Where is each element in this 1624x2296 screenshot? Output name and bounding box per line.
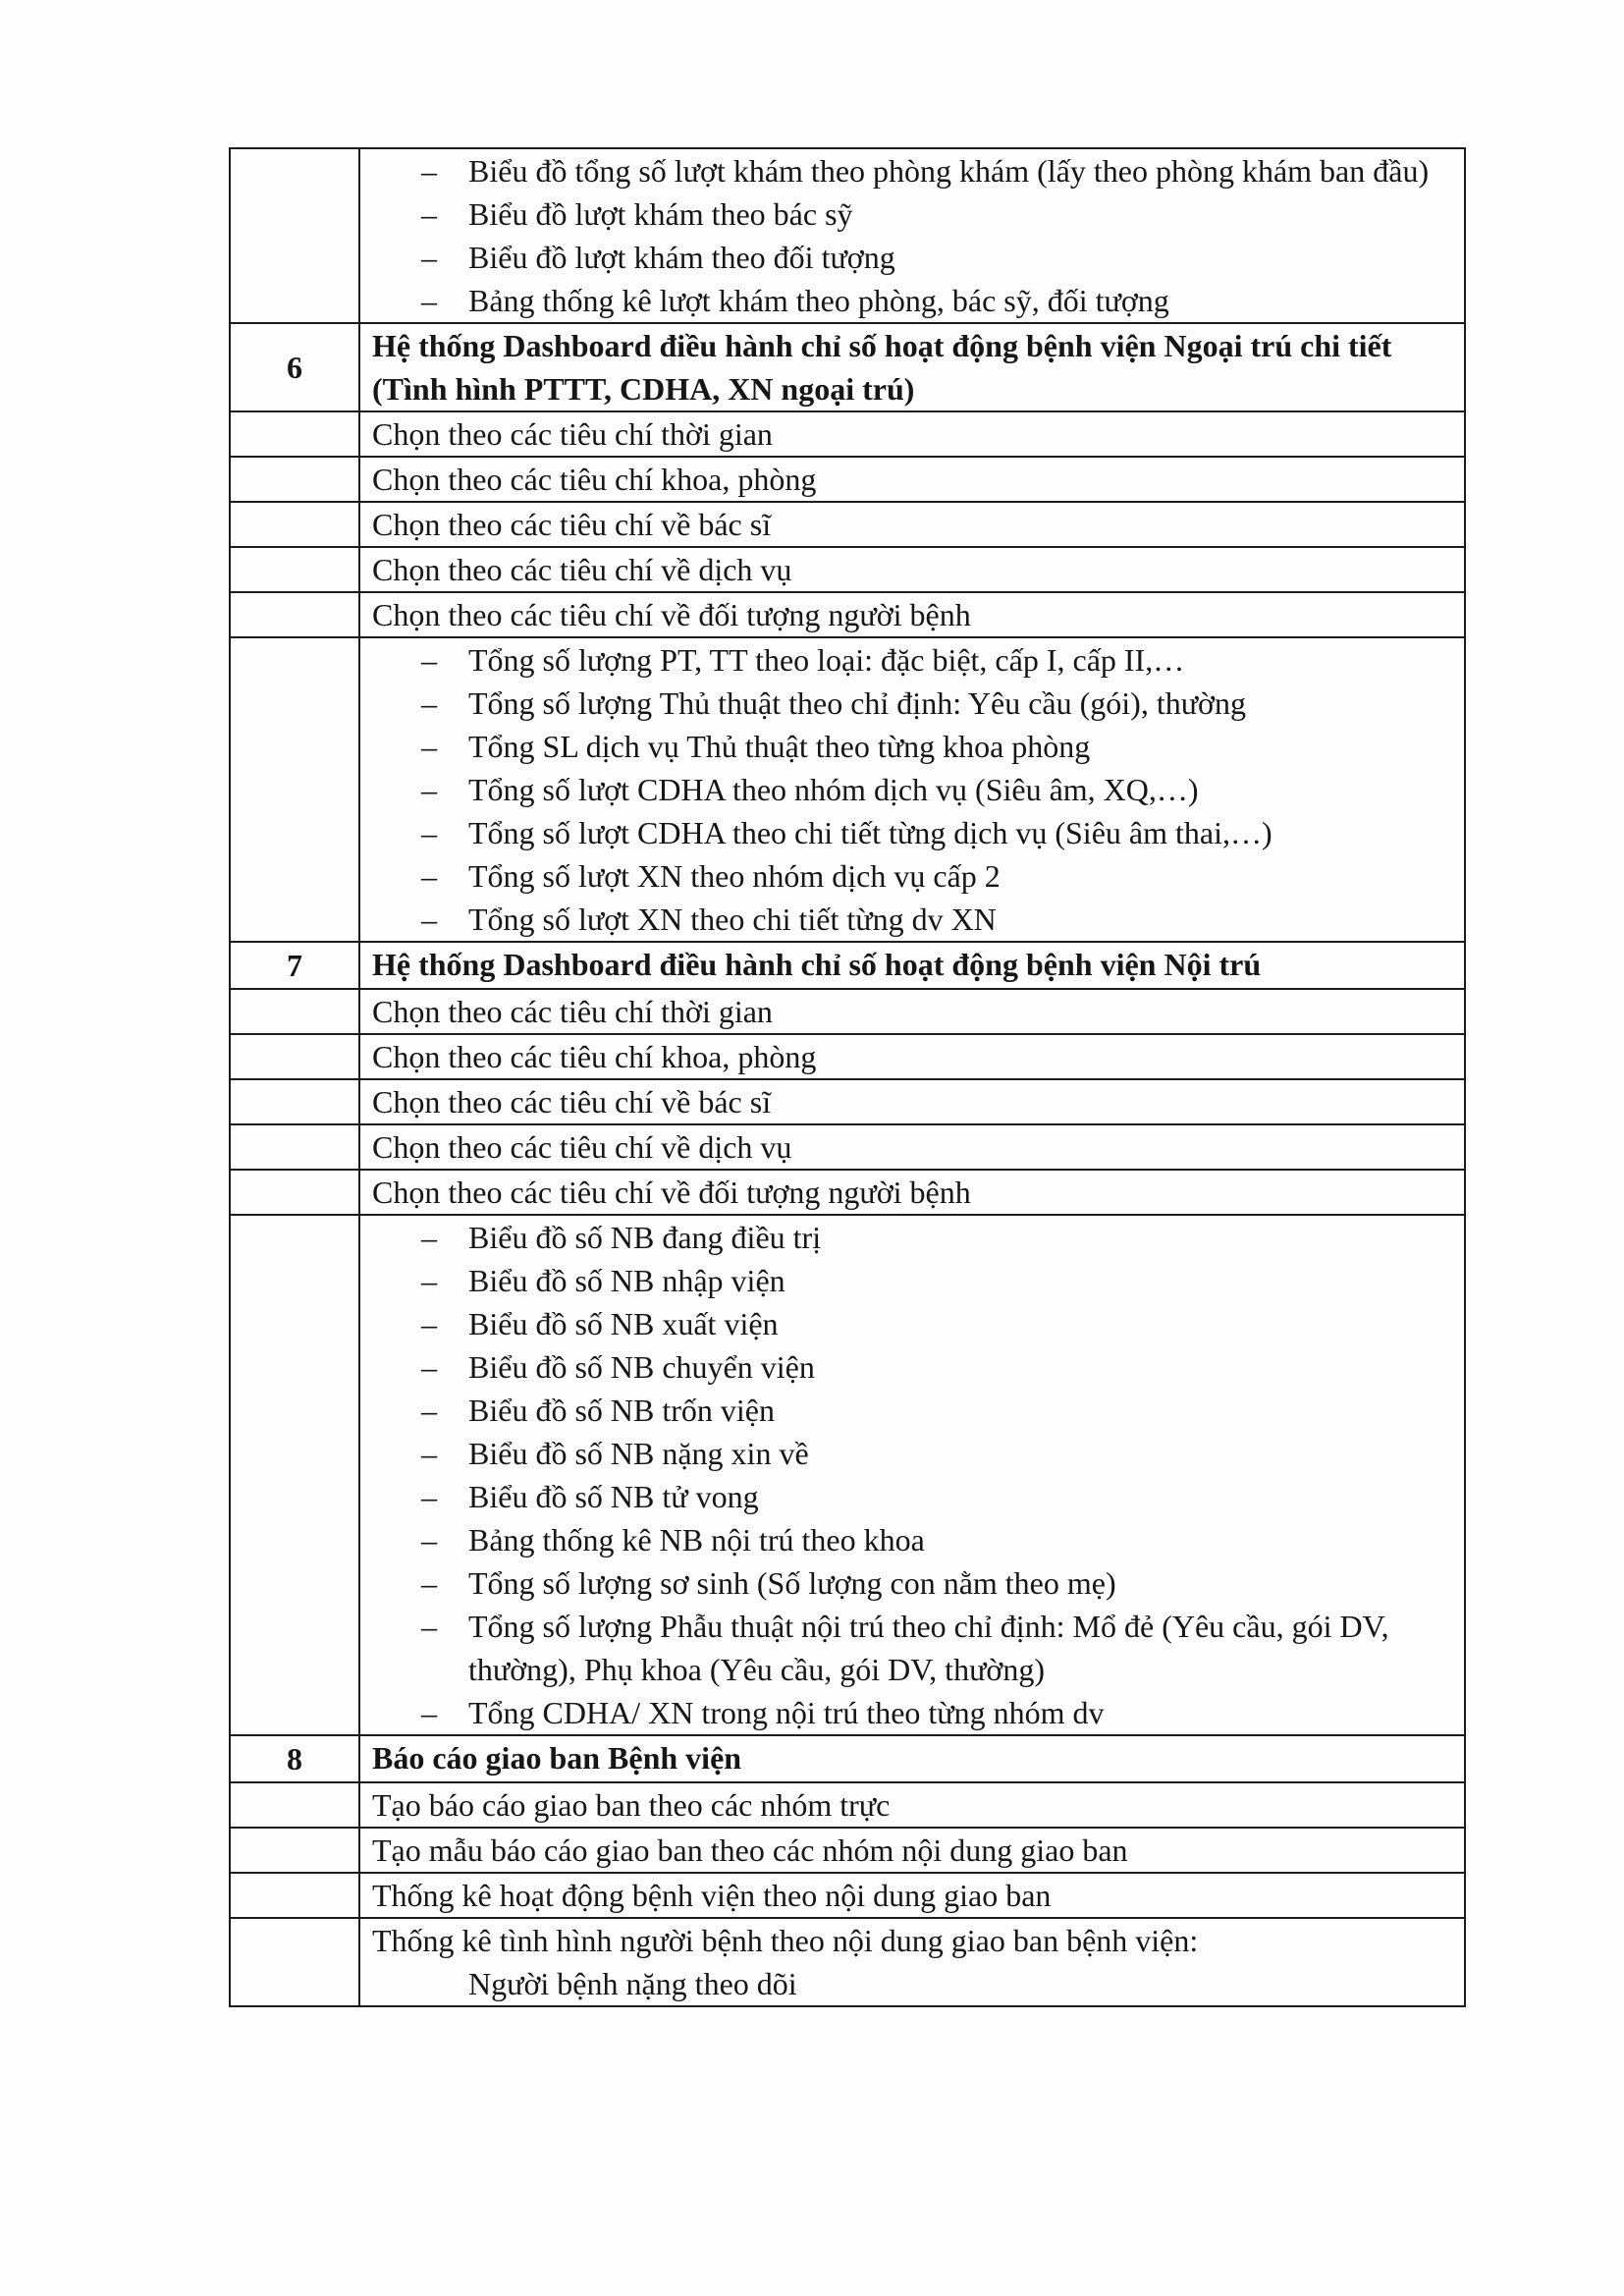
number-cell-empty <box>230 1782 359 1828</box>
list-item <box>372 768 1450 811</box>
dash-bullet: – <box>421 1436 437 1471</box>
list-item <box>372 236 1450 279</box>
table-row <box>230 547 1465 592</box>
list-item-text: Biểu đồ tổng số lượt khám theo phòng khám (lấy theo phòng khám ban đầu) <box>468 153 1430 189</box>
table-row <box>230 637 1465 942</box>
list-item-text: Bảng thống kê NB nội trú theo khoa <box>468 1522 925 1558</box>
section-number: 6 <box>230 323 359 411</box>
list-item <box>372 1432 1450 1475</box>
list-item <box>372 811 1450 854</box>
dash-bullet: – <box>421 1522 437 1558</box>
requirements-table <box>229 147 1466 2007</box>
table-row <box>230 1170 1465 1215</box>
list-item <box>372 1259 1450 1302</box>
dash-bullet: – <box>421 1263 437 1298</box>
list-item-text: Bảng thống kê lượt khám theo phòng, bác sỹ, đối tượng <box>468 283 1169 318</box>
list-item <box>372 1389 1450 1432</box>
criteria-cell: Chọn theo các tiêu chí thời gian <box>359 989 1465 1034</box>
list-item-text: Tổng SL dịch vụ Thủ thuật theo từng khoa phòng <box>468 729 1091 764</box>
list-item-text: Tổng số lượt CDHA theo chi tiết từng dịch vụ (Siêu âm thai,…) <box>468 815 1272 850</box>
number-cell-empty <box>230 637 359 942</box>
section-title: Hệ thống Dashboard điều hành chỉ số hoạt động bệnh viện Nội trú <box>359 942 1465 989</box>
table-row <box>230 1079 1465 1124</box>
list-item <box>372 898 1450 941</box>
dash-bullet: – <box>421 196 437 232</box>
criteria-cell: Thống kê hoạt động bệnh viện theo nội dung giao ban <box>359 1873 1465 1918</box>
table-row <box>230 592 1465 637</box>
list-item <box>372 1216 1450 1259</box>
list-item-text: Biểu đồ lượt khám theo đối tượng <box>468 240 895 275</box>
table-row <box>230 1735 1465 1782</box>
dash-bullet: – <box>421 240 437 275</box>
list-item-text: Biểu đồ số NB trốn viện <box>468 1393 775 1428</box>
list-item <box>372 854 1450 898</box>
list-item <box>372 1605 1450 1691</box>
criteria-cell: Chọn theo các tiêu chí về bác sĩ <box>359 1079 1465 1124</box>
table-row <box>230 457 1465 502</box>
list-item-text: Tổng số lượt XN theo chi tiết từng dv XN <box>468 902 997 937</box>
list-item <box>372 192 1450 236</box>
summary-text: Thống kê tình hình người bệnh theo nội dung giao ban bệnh viện: <box>372 1923 1199 1958</box>
items-cell <box>359 1215 1465 1735</box>
table-row <box>230 1124 1465 1170</box>
list-item-text: Biểu đồ số NB nặng xin về <box>468 1436 809 1471</box>
list-item <box>372 725 1450 768</box>
dash-bullet: – <box>421 815 437 850</box>
section-title: Hệ thống Dashboard điều hành chỉ số hoạt động bệnh viện Ngoại trú chi tiết (Tình hình PTTT, CDHA, XN ngoại trú) <box>359 323 1465 411</box>
number-cell-empty <box>230 1215 359 1735</box>
table-row <box>230 411 1465 457</box>
list-item-text: Biểu đồ số NB nhập viện <box>468 1263 785 1298</box>
number-cell-empty <box>230 547 359 592</box>
criteria-cell: Chọn theo các tiêu chí khoa, phòng <box>359 457 1465 502</box>
criteria-cell: Chọn theo các tiêu chí về dịch vụ <box>359 1124 1465 1170</box>
dash-bullet: – <box>421 685 437 721</box>
dash-bullet: – <box>421 1479 437 1514</box>
table-row <box>230 148 1465 323</box>
number-cell-empty <box>230 989 359 1034</box>
dash-bullet: – <box>421 1609 437 1644</box>
summary-cell <box>359 1918 1465 2006</box>
dash-bullet: – <box>421 1220 437 1255</box>
criteria-cell: Chọn theo các tiêu chí khoa, phòng <box>359 1034 1465 1079</box>
dash-bullet: – <box>421 1565 437 1601</box>
number-cell-empty <box>230 411 359 457</box>
number-cell-empty <box>230 1918 359 2006</box>
dash-bullet: – <box>421 1393 437 1428</box>
number-cell-empty <box>230 148 359 323</box>
section-title: Báo cáo giao ban Bệnh viện <box>359 1735 1465 1782</box>
table-row <box>230 1828 1465 1873</box>
number-cell-empty <box>230 1124 359 1170</box>
list-item-text: Biểu đồ số NB đang điều trị <box>468 1220 822 1255</box>
number-cell-empty <box>230 457 359 502</box>
list-item-text: Tổng số lượt XN theo nhóm dịch vụ cấp 2 <box>468 858 1001 894</box>
list-item <box>372 279 1450 322</box>
number-cell-empty <box>230 1873 359 1918</box>
criteria-cell: Chọn theo các tiêu chí thời gian <box>359 411 1465 457</box>
bullet-list <box>372 149 1450 322</box>
dash-bullet: – <box>421 1306 437 1341</box>
dash-bullet: – <box>421 729 437 764</box>
list-item <box>372 1691 1450 1734</box>
list-item-text: Biểu đồ lượt khám theo bác sỹ <box>468 196 853 232</box>
list-item <box>372 638 1450 682</box>
dash-bullet: – <box>421 642 437 678</box>
table-row <box>230 502 1465 547</box>
table-row <box>230 1918 1465 2006</box>
list-item <box>372 1561 1450 1605</box>
number-cell-empty <box>230 592 359 637</box>
dash-bullet: – <box>421 1349 437 1385</box>
number-cell-empty <box>230 1170 359 1215</box>
list-item <box>372 1518 1450 1561</box>
list-item-text: Biểu đồ số NB chuyển viện <box>468 1349 815 1385</box>
table-row <box>230 1215 1465 1735</box>
table-row <box>230 1034 1465 1079</box>
list-item-text: Tổng số lượng Thủ thuật theo chỉ định: Yêu cầu (gói), thường <box>468 685 1246 721</box>
dash-bullet: – <box>421 283 437 318</box>
section-number: 8 <box>230 1735 359 1782</box>
table-row <box>230 942 1465 989</box>
dash-bullet: – <box>421 772 437 807</box>
list-item-text: Tổng số lượng sơ sinh (Số lượng con nằm theo mẹ) <box>468 1565 1116 1601</box>
criteria-cell: Chọn theo các tiêu chí về bác sĩ <box>359 502 1465 547</box>
number-cell-empty <box>230 1828 359 1873</box>
dash-bullet: – <box>421 902 437 937</box>
dash-bullet: – <box>421 153 437 189</box>
table-row <box>230 989 1465 1034</box>
criteria-cell: Tạo báo cáo giao ban theo các nhóm trực <box>359 1782 1465 1828</box>
table-row <box>230 1873 1465 1918</box>
list-item <box>372 149 1450 192</box>
list-item-text: Biểu đồ số NB xuất viện <box>468 1306 779 1341</box>
list-item-text: Tổng số lượt CDHA theo nhóm dịch vụ (Siêu âm, XQ,…) <box>468 772 1199 807</box>
number-cell-empty <box>230 1079 359 1124</box>
dash-bullet: – <box>421 1695 437 1730</box>
criteria-cell: Chọn theo các tiêu chí về đối tượng người bệnh <box>359 592 1465 637</box>
list-item-text: Tổng số lượng PT, TT theo loại: đặc biệt, cấp I, cấp II,… <box>468 642 1185 678</box>
criteria-cell: Chọn theo các tiêu chí về dịch vụ <box>359 547 1465 592</box>
dash-bullet: – <box>421 858 437 894</box>
list-item <box>372 1475 1450 1518</box>
content-cell <box>359 148 1465 323</box>
table-row <box>230 323 1465 411</box>
bullet-list <box>372 1216 1450 1734</box>
list-item <box>372 1302 1450 1345</box>
criteria-cell: Chọn theo các tiêu chí về đối tượng người bệnh <box>359 1170 1465 1215</box>
criteria-cell: Tạo mẫu báo cáo giao ban theo các nhóm nội dung giao ban <box>359 1828 1465 1873</box>
number-cell-empty <box>230 502 359 547</box>
number-cell-empty <box>230 1034 359 1079</box>
section-number: 7 <box>230 942 359 989</box>
list-item-text: Tổng số lượng Phẫu thuật nội trú theo chỉ định: Mổ đẻ (Yêu cầu, gói DV, thường), Phụ khoa (Yêu cầu, gói DV, thường) <box>468 1609 1389 1687</box>
table-row <box>230 1782 1465 1828</box>
list-item-text: Tổng CDHA/ XN trong nội trú theo từng nhóm dv <box>468 1695 1105 1730</box>
summary-subtext: Người bệnh nặng theo dõi <box>468 1966 797 2001</box>
list-item <box>372 1345 1450 1389</box>
bullet-list <box>372 638 1450 941</box>
items-cell <box>359 637 1465 942</box>
list-item <box>372 682 1450 725</box>
list-item-text: Biểu đồ số NB tử vong <box>468 1479 759 1514</box>
